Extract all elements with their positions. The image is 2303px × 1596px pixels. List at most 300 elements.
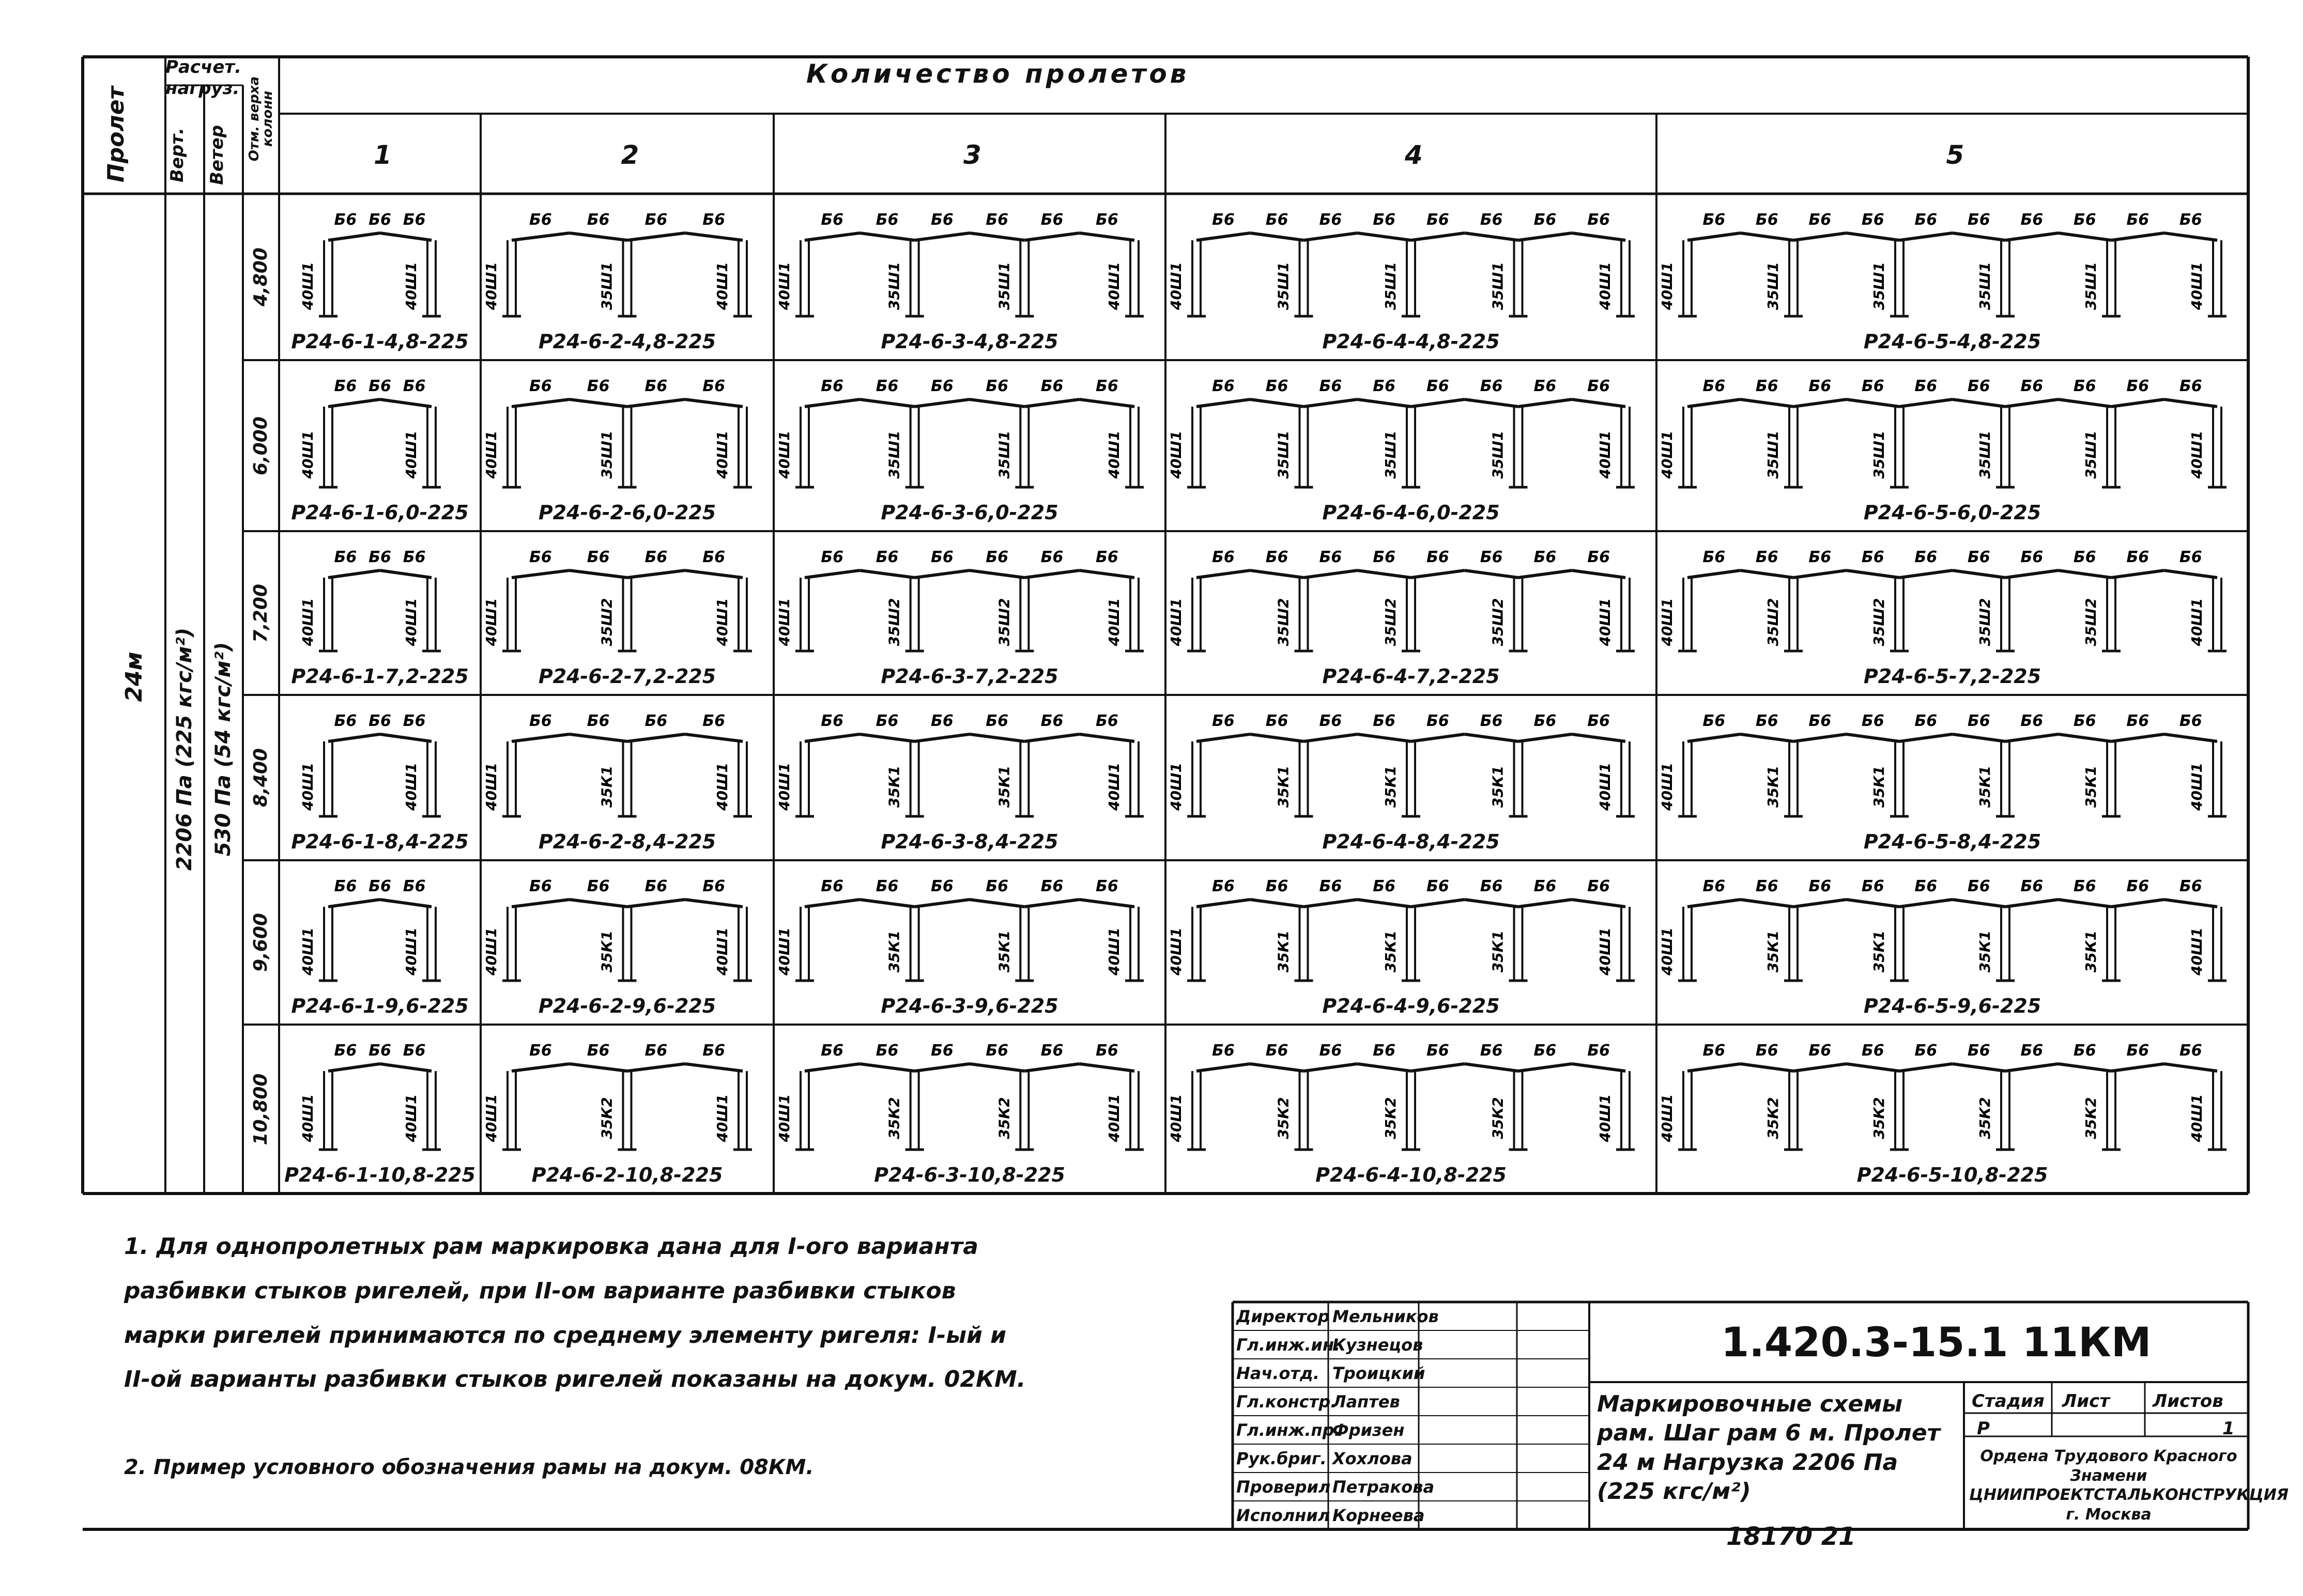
beam-label: Б6 (1755, 377, 1778, 395)
column-label: 40Ш1 (299, 762, 316, 811)
beam-label: Б6 (986, 548, 1009, 566)
column-label: 40Ш1 (403, 927, 420, 976)
beam-label: Б6 (1040, 211, 1064, 229)
beam-label: Б6 (821, 1042, 844, 1060)
beam-label: Б6 (1212, 1042, 1235, 1060)
rafter (1196, 1064, 1250, 1071)
beam-label: Б6 (1808, 377, 1832, 395)
column-label: 35К1 (995, 765, 1013, 808)
column-label: 40Ш1 (1106, 598, 1123, 646)
rafter (1357, 570, 1411, 578)
rafter (1024, 734, 1079, 741)
beam-label: Б6 (2126, 211, 2150, 229)
beam-label: Б6 (876, 211, 899, 229)
column-label: 35Ш2 (1382, 598, 1399, 646)
column-label: 35Ш2 (1764, 598, 1782, 646)
rafter (1024, 570, 1079, 578)
beam-label: Б6 (2020, 712, 2044, 730)
beam-label: Б6 (1914, 1042, 1938, 1060)
beam-label: Б6 (1861, 211, 1884, 229)
beam-label: Б6 (644, 1042, 668, 1060)
column-label: 40Ш1 (1168, 1094, 1185, 1142)
frame-diagram-3-span (776, 877, 1144, 981)
spans-count-title: Количество пролетов (806, 59, 1190, 89)
column-label: 35К1 (598, 930, 616, 973)
rafter (805, 1064, 859, 1071)
rafter (1687, 570, 1741, 578)
beam-label: Б6 (644, 211, 668, 229)
rafter (859, 734, 914, 741)
rafter (1687, 233, 1741, 240)
beam-label: Б6 (2073, 712, 2096, 730)
rafter (1847, 399, 1900, 407)
beam-label: Б6 (1533, 548, 1557, 566)
rafter (2164, 399, 2218, 407)
beam-label: Б6 (529, 712, 552, 730)
beam-label: Б6 (1480, 712, 1503, 730)
frame-diagram-1-span (299, 377, 441, 487)
column-label: 35К2 (598, 1097, 616, 1139)
beam-label: Б6 (1533, 877, 1557, 895)
beam-label: Б6 (876, 548, 899, 566)
rafter (2059, 399, 2112, 407)
rafter (1304, 399, 1358, 407)
rafter (685, 233, 743, 240)
rafter (380, 399, 432, 407)
column-label: 35К2 (1764, 1097, 1782, 1139)
column-label: 35К2 (1382, 1097, 1399, 1139)
beam-label: Б6 (1265, 877, 1288, 895)
beam-label: Б6 (644, 548, 668, 566)
beam-label: Б6 (1808, 548, 1832, 566)
rafter (970, 570, 1024, 578)
rafter (570, 1064, 627, 1071)
beam-label: Б6 (1040, 877, 1064, 895)
beam-label: Б6 (403, 377, 426, 395)
beam-label: Б6 (1095, 211, 1118, 229)
staff-role: Гл.инж.пр. (1236, 1420, 1341, 1440)
beam-label: Б6 (930, 712, 954, 730)
rafter (805, 399, 859, 407)
frame-diagram-1-span (299, 712, 441, 816)
rafter (1024, 900, 1079, 907)
column-label: 40Ш1 (2188, 762, 2205, 811)
beam-label: Б6 (1480, 377, 1503, 395)
beam-label: Б6 (702, 211, 725, 229)
rafter (1357, 399, 1411, 407)
rafter (380, 570, 432, 578)
frame-diagram-4-span (1168, 377, 1635, 487)
column-label: 35Ш1 (1870, 261, 1887, 311)
beam-label: Б6 (986, 1042, 1009, 1060)
column-label: 35Ш2 (1976, 598, 1993, 646)
rafter (512, 1064, 570, 1071)
rafter (512, 570, 570, 578)
rafter (1196, 233, 1250, 240)
beam-label: Б6 (1212, 548, 1235, 566)
column-label: 40Ш1 (1659, 598, 1676, 646)
beam-label: Б6 (1861, 1042, 1884, 1060)
beam-label: Б6 (1265, 377, 1288, 395)
beam-label: Б6 (587, 1042, 610, 1060)
frame-mark: Р24-6-2-10,8-225 (531, 1164, 723, 1186)
beam-label: Б6 (930, 377, 954, 395)
beam-label: Б6 (1755, 877, 1778, 895)
sheet-title: Маркировочные схемы рам. Шаг рам 6 м. Пролет 24 м Нагрузка 2206 Па (225 кгс/м²) (1597, 1391, 1941, 1505)
stage-value: Р (1977, 1418, 1990, 1439)
rafter (1304, 233, 1358, 240)
rafter (1250, 570, 1304, 578)
rafter (915, 734, 970, 741)
column-label: 35Ш1 (2082, 261, 2099, 311)
beam-label: Б6 (529, 211, 552, 229)
beam-label: Б6 (403, 1042, 426, 1060)
beam-label: Б6 (403, 877, 426, 895)
rafter (1080, 399, 1134, 407)
rafter (2164, 570, 2218, 578)
rafter (1741, 399, 1794, 407)
rafter (915, 900, 970, 907)
column-label: 35К1 (885, 930, 903, 973)
rafter (1304, 734, 1358, 741)
beam-label: Б6 (2073, 877, 2096, 895)
beam-label: Б6 (1808, 712, 1832, 730)
staff-role: Директор (1236, 1307, 1330, 1326)
beam-label: Б6 (2020, 548, 2044, 566)
rafter (570, 233, 627, 240)
rafter (1465, 233, 1518, 240)
column-label: 35К2 (1275, 1097, 1292, 1139)
rafter (1250, 734, 1304, 741)
rafter (1953, 233, 2006, 240)
beam-label: Б6 (1587, 377, 1610, 395)
sheets-value: 1 (2222, 1418, 2235, 1439)
rafter (1572, 734, 1625, 741)
rafter (328, 900, 380, 907)
beam-label: Б6 (1373, 712, 1395, 730)
beam-label: Б6 (2126, 1042, 2150, 1060)
frame-mark: Р24-6-5-8,4-225 (1863, 830, 2041, 853)
column-label: 40Ш1 (299, 430, 316, 479)
column-label: 40Ш1 (1596, 927, 1614, 976)
column-label: 40Ш1 (776, 762, 793, 811)
rafter (1572, 570, 1625, 578)
beam-label: Б6 (369, 377, 391, 395)
document-code: 1.420.3-15.1 11КМ (1721, 1320, 2152, 1366)
beam-label: Б6 (986, 712, 1009, 730)
frame-diagram-3-span (776, 548, 1144, 651)
note-2: 2. Пример условного обозначения рамы на докум. 08КМ. (124, 1455, 814, 1479)
beam-label: Б6 (821, 877, 844, 895)
column-label: 40Ш1 (714, 261, 731, 311)
beam-label: Б6 (1755, 548, 1778, 566)
column-label: 40Ш1 (403, 1094, 420, 1142)
column-label: 40Ш1 (2188, 430, 2205, 479)
beam-label: Б6 (1265, 211, 1288, 229)
column-label: 35К1 (1764, 765, 1782, 808)
beam-label: Б6 (1702, 211, 1726, 229)
frame-mark: Р24-6-4-4,8-225 (1322, 330, 1500, 353)
beam-label: Б6 (1212, 211, 1235, 229)
rafter (1411, 399, 1465, 407)
beam-label: Б6 (1533, 211, 1557, 229)
beam-label: Б6 (1861, 377, 1884, 395)
column-label: 40Ш1 (1168, 762, 1185, 811)
beam-label: Б6 (1319, 211, 1342, 229)
column-label: 40Ш1 (1106, 927, 1123, 976)
column-label: 35Ш1 (995, 261, 1013, 311)
rafter (859, 900, 914, 907)
rafter (1793, 399, 1847, 407)
rafter (627, 734, 685, 741)
rafter (1847, 570, 1900, 578)
rafter (1080, 570, 1134, 578)
rafter (970, 1064, 1024, 1071)
beam-label: Б6 (2179, 377, 2202, 395)
column-label: 35Ш1 (1489, 261, 1507, 311)
rafter (1899, 900, 1953, 907)
beam-label: Б6 (1533, 1042, 1557, 1060)
rafter (1411, 570, 1465, 578)
beam-label: Б6 (529, 548, 552, 566)
beam-label: Б6 (1373, 1042, 1395, 1060)
beam-label: Б6 (1265, 548, 1288, 566)
beam-label: Б6 (986, 377, 1009, 395)
beam-label: Б6 (1914, 548, 1938, 566)
rafter (2005, 900, 2059, 907)
staff-name: Мельников (1332, 1307, 1439, 1326)
rafter (1793, 233, 1847, 240)
beam-label: Б6 (587, 712, 610, 730)
column-label: 35Ш2 (995, 598, 1013, 646)
rafter (328, 233, 380, 240)
rafter (1357, 1064, 1411, 1071)
column-label: 40Ш1 (403, 598, 420, 646)
beam-label: Б6 (1426, 1042, 1449, 1060)
beam-label: Б6 (1533, 712, 1557, 730)
column-label: 40Ш1 (299, 1094, 316, 1142)
rafter (512, 233, 570, 240)
column-label: 40Ш1 (483, 598, 500, 646)
rafter (1357, 734, 1411, 741)
rafter (2164, 1064, 2218, 1071)
frame-mark: Р24-6-3-6,0-225 (881, 501, 1058, 524)
column-label: 40Ш1 (776, 598, 793, 646)
beam-label: Б6 (986, 211, 1009, 229)
rafter (1687, 900, 1741, 907)
rafter (1687, 1064, 1741, 1071)
column-label: 40Ш1 (714, 762, 731, 811)
rafter (685, 900, 743, 907)
beam-label: Б6 (2073, 211, 2096, 229)
column-label: 40Ш1 (1659, 261, 1676, 311)
staff-name: Троицкий (1332, 1363, 1425, 1383)
beam-label: Б6 (821, 712, 844, 730)
column-label: 35Ш1 (1976, 430, 1993, 479)
frame-diagram-2-span (483, 377, 752, 487)
beam-label: Б6 (1426, 211, 1449, 229)
beam-label: Б6 (2020, 377, 2044, 395)
beam-label: Б6 (529, 1042, 552, 1060)
sheets-label: Листов (2153, 1391, 2223, 1412)
frame-diagram-5-span (1659, 877, 2227, 981)
rafter (1196, 399, 1250, 407)
rafter (1411, 1064, 1465, 1071)
beam-label: Б6 (1095, 548, 1118, 566)
frame-diagram-5-span (1659, 377, 2227, 487)
rafter (859, 570, 914, 578)
rafter (1953, 570, 2006, 578)
beam-label: Б6 (2179, 1042, 2202, 1060)
rafter (1518, 233, 1572, 240)
beam-label: Б6 (1808, 877, 1832, 895)
rafter (970, 399, 1024, 407)
column-top-mark: 6,000 (250, 416, 271, 475)
beam-label: Б6 (2179, 877, 2202, 895)
column-label: 40Ш1 (2188, 598, 2205, 646)
rafter (1953, 1064, 2006, 1071)
column-label: 35К1 (1489, 765, 1507, 808)
beam-label: Б6 (821, 211, 844, 229)
rafter (1741, 900, 1794, 907)
frame-diagram-1-span (299, 548, 441, 651)
rafter (1250, 900, 1304, 907)
beam-label: Б6 (1095, 877, 1118, 895)
column-label: 35Ш1 (995, 430, 1013, 479)
rafter (1953, 900, 2006, 907)
rafter (512, 900, 570, 907)
rafter (380, 233, 432, 240)
frame-diagram-1-span (299, 1042, 441, 1150)
staff-name: Лаптев (1332, 1392, 1400, 1412)
rafter (1196, 570, 1250, 578)
column-label: 35Ш1 (885, 430, 903, 479)
frame-diagram-2-span (483, 1042, 752, 1150)
rafter (915, 1064, 970, 1071)
frame-mark: Р24-6-3-7,2-225 (881, 665, 1058, 688)
frame-mark: Р24-6-4-9,6-225 (1322, 995, 1500, 1017)
rafter (805, 570, 859, 578)
column-label: 35Ш1 (2082, 430, 2099, 479)
rafter (627, 399, 685, 407)
rafter (1024, 233, 1079, 240)
span-column-header: Пролет (103, 86, 129, 183)
frame-mark: Р24-6-3-8,4-225 (881, 830, 1058, 853)
rafter (1465, 734, 1518, 741)
column-label: 40Ш1 (1596, 430, 1614, 479)
beam-label: Б6 (369, 877, 391, 895)
rafter (328, 1064, 380, 1071)
rafter (2005, 399, 2059, 407)
frame-diagram-3-span (776, 211, 1144, 316)
frame-diagram-5-span (1659, 211, 2227, 316)
span-number-1: 1 (374, 140, 392, 170)
beam-label: Б6 (1967, 377, 1990, 395)
rafter (2005, 570, 2059, 578)
beam-label: Б6 (369, 712, 391, 730)
column-label: 40Ш1 (714, 430, 731, 479)
rafter (685, 734, 743, 741)
beam-label: Б6 (2179, 548, 2202, 566)
frame-diagram-4-span (1168, 877, 1635, 981)
organization: Ордена Трудового Красного Знамени ЦНИИПРОЕКТСТАЛЬКОНСТРУКЦИЯ г. Москва (1969, 1447, 2289, 1524)
beam-label: Б6 (644, 877, 668, 895)
beam-label: Б6 (986, 877, 1009, 895)
beam-label: Б6 (1755, 211, 1778, 229)
rafter (1250, 399, 1304, 407)
beam-label: Б6 (1319, 1042, 1342, 1060)
column-label: 35К1 (1382, 765, 1399, 808)
beam-label: Б6 (1702, 377, 1726, 395)
column-label: 40Ш1 (299, 261, 316, 311)
beam-label: Б6 (1702, 548, 1726, 566)
beam-label: Б6 (1373, 377, 1395, 395)
beam-label: Б6 (1040, 548, 1064, 566)
rafter (1024, 1064, 1079, 1071)
rafter (1304, 900, 1358, 907)
beam-label: Б6 (2073, 377, 2096, 395)
rafter (2059, 233, 2112, 240)
rafter (685, 399, 743, 407)
rafter (1024, 399, 1079, 407)
beam-label: Б6 (2020, 1042, 2044, 1060)
frame-diagram-5-span (1659, 1042, 2227, 1150)
rafter (1304, 570, 1358, 578)
beam-label: Б6 (2020, 877, 2044, 895)
beam-label: Б6 (1040, 1042, 1064, 1060)
column-label: 35Ш1 (1489, 430, 1507, 479)
column-label: 40Ш1 (483, 261, 500, 311)
column-label: 40Ш1 (1168, 927, 1185, 976)
wind-load-header: Ветер (207, 125, 227, 185)
beam-label: Б6 (644, 377, 668, 395)
beam-label: Б6 (1480, 211, 1503, 229)
rafter (1196, 734, 1250, 741)
beam-label: Б6 (2126, 712, 2150, 730)
frame-diagram-1-span (299, 211, 441, 316)
column-label: 35К1 (2082, 930, 2099, 973)
sheet-label: Лист (2062, 1391, 2110, 1412)
beam-label: Б6 (1212, 712, 1235, 730)
column-label: 35К1 (1870, 930, 1887, 973)
beam-label: Б6 (1480, 548, 1503, 566)
column-label: 35Ш1 (885, 261, 903, 311)
rafter (1953, 734, 2006, 741)
frame-mark: Р24-6-2-8,4-225 (538, 830, 716, 853)
column-label: 40Ш1 (1168, 430, 1185, 479)
column-label: 35К1 (1382, 930, 1399, 973)
rafter (1899, 570, 1953, 578)
beam-label: Б6 (334, 1042, 357, 1060)
frame-mark: Р24-6-4-6,0-225 (1322, 501, 1500, 524)
beam-label: Б6 (403, 211, 426, 229)
beam-label: Б6 (876, 377, 899, 395)
column-label: 35Ш1 (1870, 430, 1887, 479)
beam-label: Б6 (2126, 548, 2150, 566)
column-label: 40Ш1 (403, 261, 420, 311)
rafter (2164, 233, 2218, 240)
beam-label: Б6 (1702, 1042, 1726, 1060)
rafter (570, 900, 627, 907)
rafter (1465, 399, 1518, 407)
span-value: 24м (121, 652, 147, 702)
rafter (570, 734, 627, 741)
rafter (1411, 734, 1465, 741)
stage-label: Стадия (1972, 1391, 2045, 1412)
frame-mark: Р24-6-5-6,0-225 (1863, 501, 2041, 524)
beam-label: Б6 (1967, 712, 1990, 730)
beam-label: Б6 (644, 712, 668, 730)
